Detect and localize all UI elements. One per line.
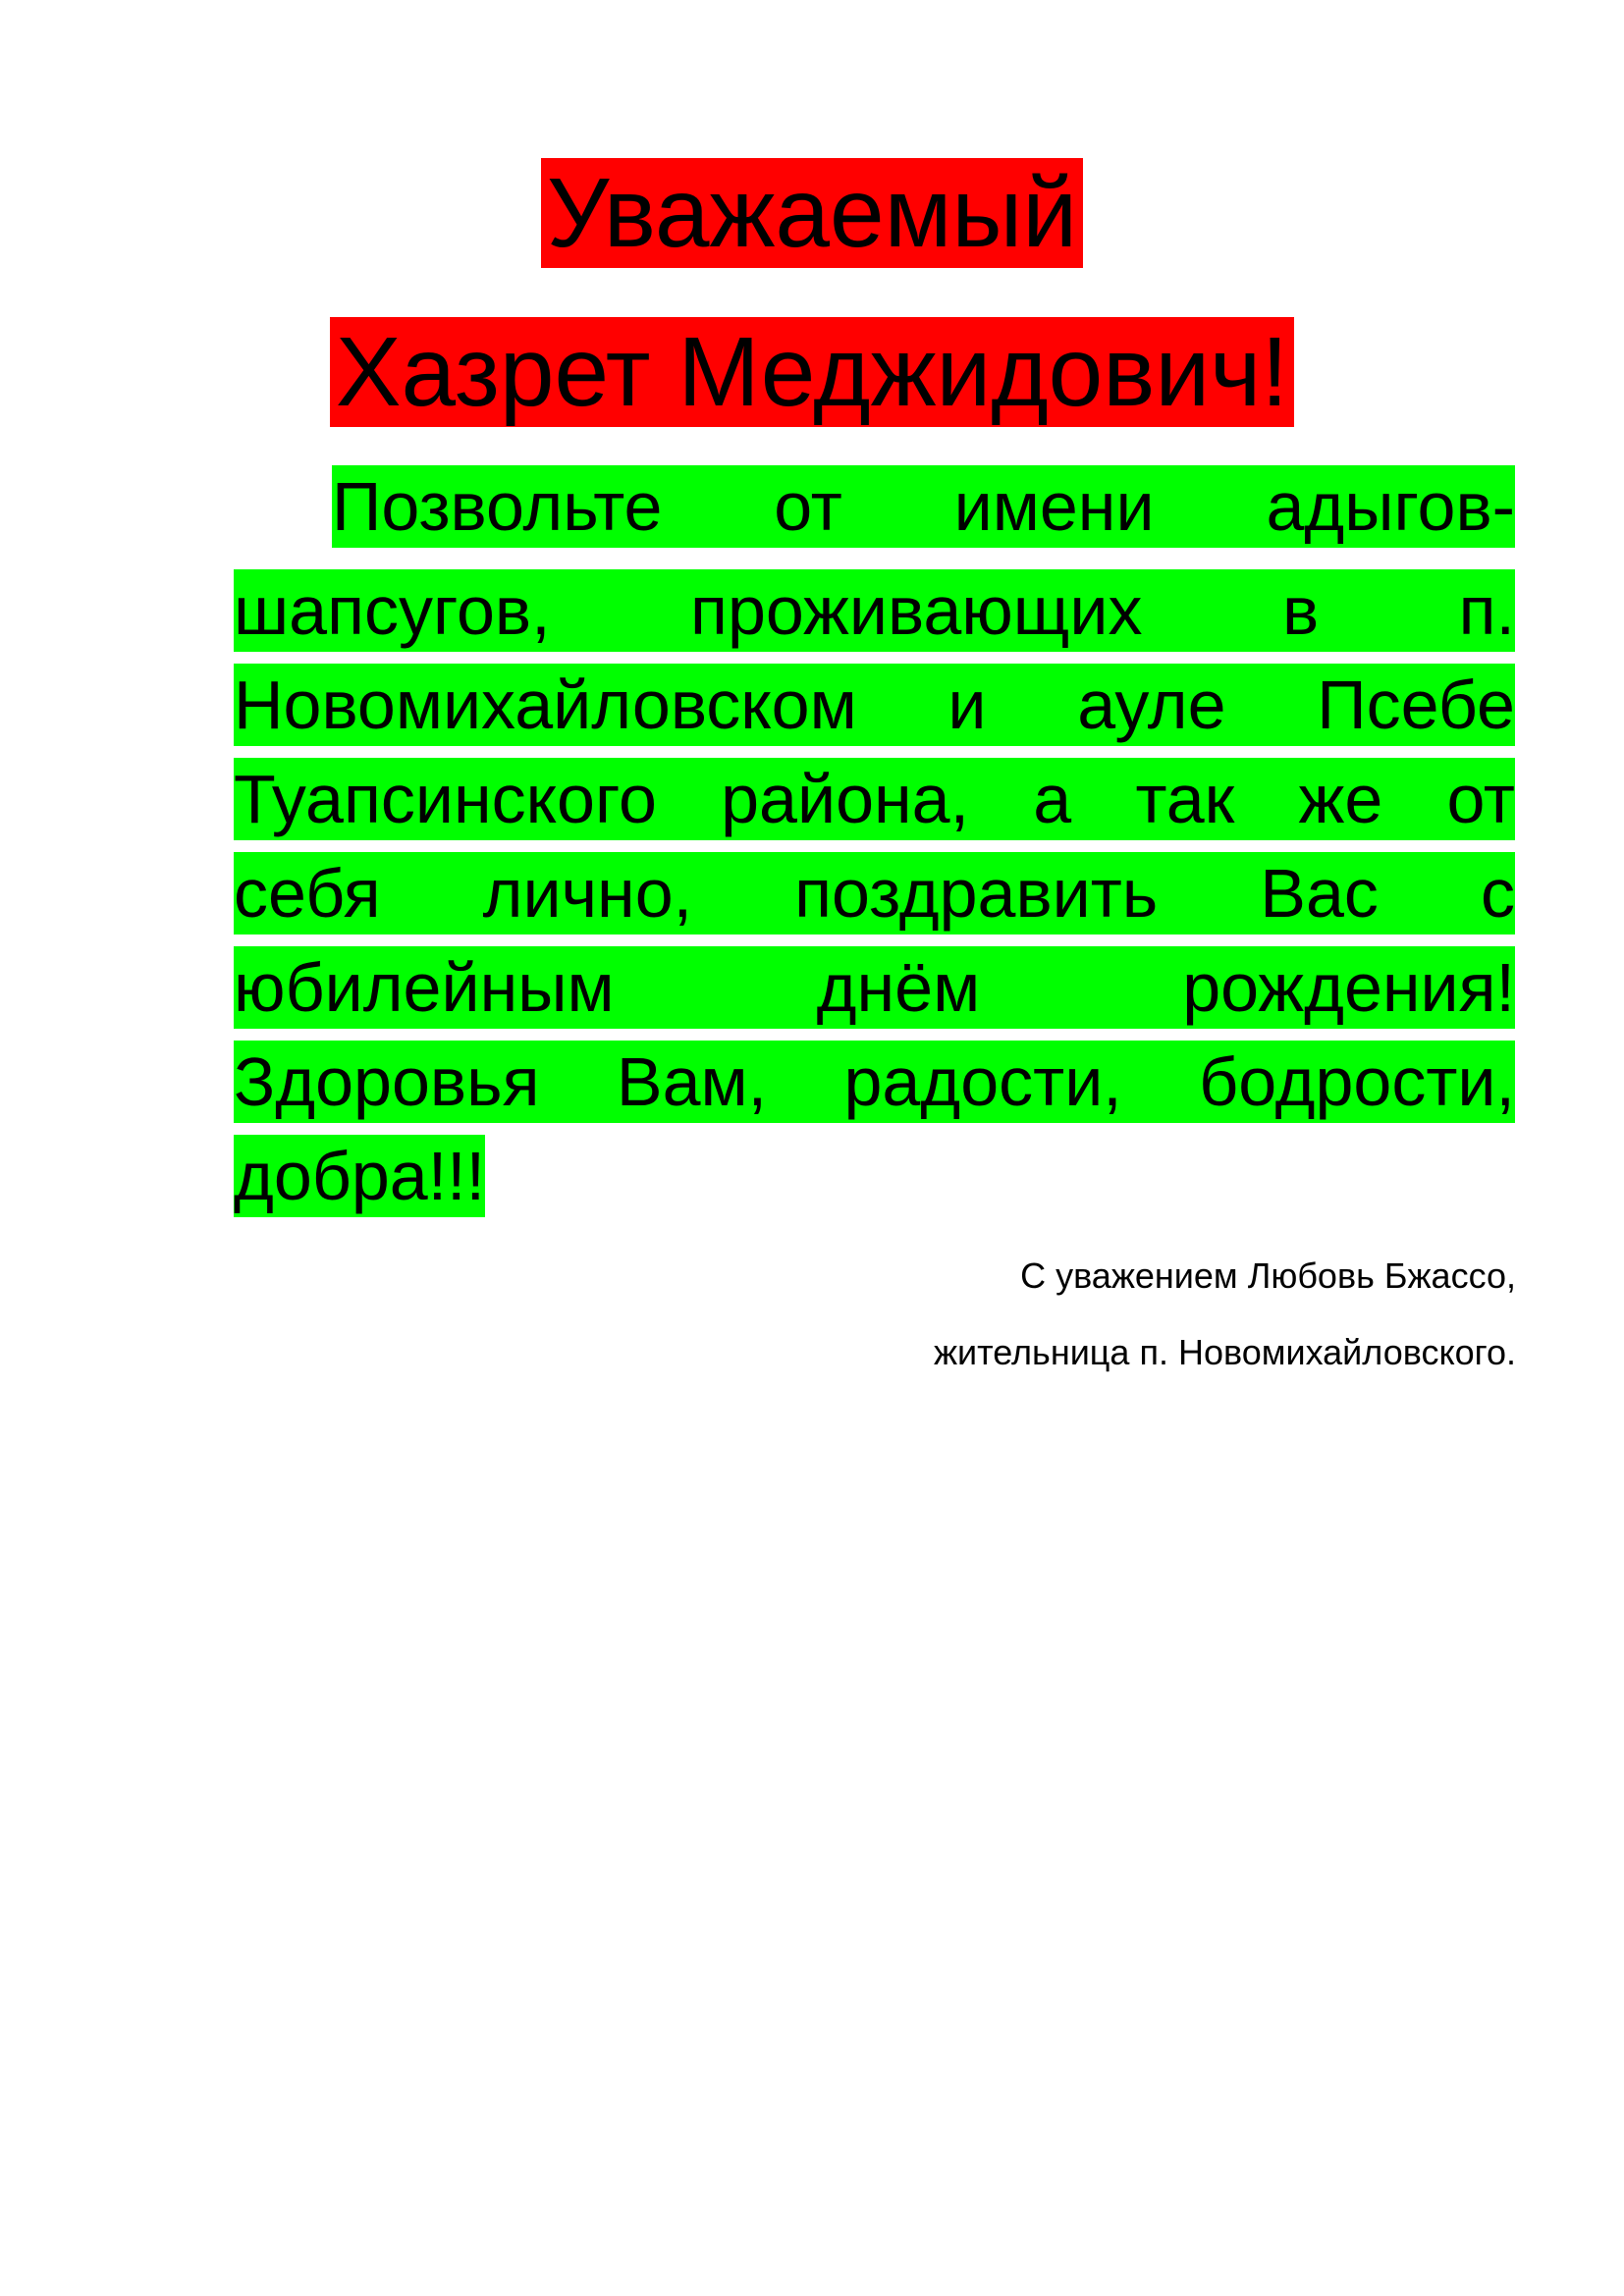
title-line-2 xyxy=(0,314,1624,430)
body-word: ауле xyxy=(1077,667,1226,743)
body-line-5 xyxy=(234,852,1515,934)
body-line-4 xyxy=(234,758,1515,840)
body-word: радости, xyxy=(843,1043,1122,1120)
body-word: Туапсинского xyxy=(234,761,657,837)
body-word: проживающих xyxy=(690,572,1143,649)
body-word: с xyxy=(1480,855,1515,932)
body-line-6 xyxy=(234,946,1515,1029)
body-word: района, xyxy=(721,761,970,837)
body-word: Позвольте xyxy=(332,468,663,545)
body-line-1 xyxy=(332,465,1515,548)
title-line-1 xyxy=(0,155,1624,271)
title-highlight-2: Хазрет Меджидович! xyxy=(330,317,1294,427)
title-highlight-1: Уважаемый xyxy=(541,158,1083,268)
body-word: Вам, xyxy=(616,1043,768,1120)
body-word: же xyxy=(1298,761,1383,837)
body-word: адыгов- xyxy=(1266,468,1515,545)
body-word: Новомихайловском xyxy=(234,667,857,743)
body-word: и xyxy=(947,667,987,743)
body-word: поздравить xyxy=(794,855,1159,932)
body-word: добра!!! xyxy=(234,1138,486,1214)
body-word: от xyxy=(774,468,842,545)
body-word: бодрости, xyxy=(1199,1043,1515,1120)
body-word: себя xyxy=(234,855,381,932)
signature-line-2: жительница п. Новомихайловского. xyxy=(933,1332,1516,1372)
body-word: п. xyxy=(1458,572,1515,649)
body-word: днём xyxy=(816,949,981,1026)
body-word: а xyxy=(1033,761,1072,837)
body-word: Псебе xyxy=(1317,667,1515,743)
body-word: в xyxy=(1281,572,1320,649)
body-word: шапсугов, xyxy=(234,572,551,649)
body-word: имени xyxy=(953,468,1155,545)
body-word: Вас xyxy=(1260,855,1379,932)
body-line-8 xyxy=(234,1135,485,1217)
body-word: так xyxy=(1135,761,1235,837)
body-line-7 xyxy=(234,1041,1515,1123)
body-word: от xyxy=(1446,761,1515,837)
body-word: лично, xyxy=(482,855,693,932)
body-line-3 xyxy=(234,664,1515,746)
body-word: юбилейным xyxy=(234,949,615,1026)
body-line-2 xyxy=(234,569,1515,652)
body-word: рождения! xyxy=(1182,949,1515,1026)
body-word: Здоровья xyxy=(234,1043,540,1120)
signature-line-1: С уважением Любовь Бжассо, xyxy=(1020,1255,1516,1296)
